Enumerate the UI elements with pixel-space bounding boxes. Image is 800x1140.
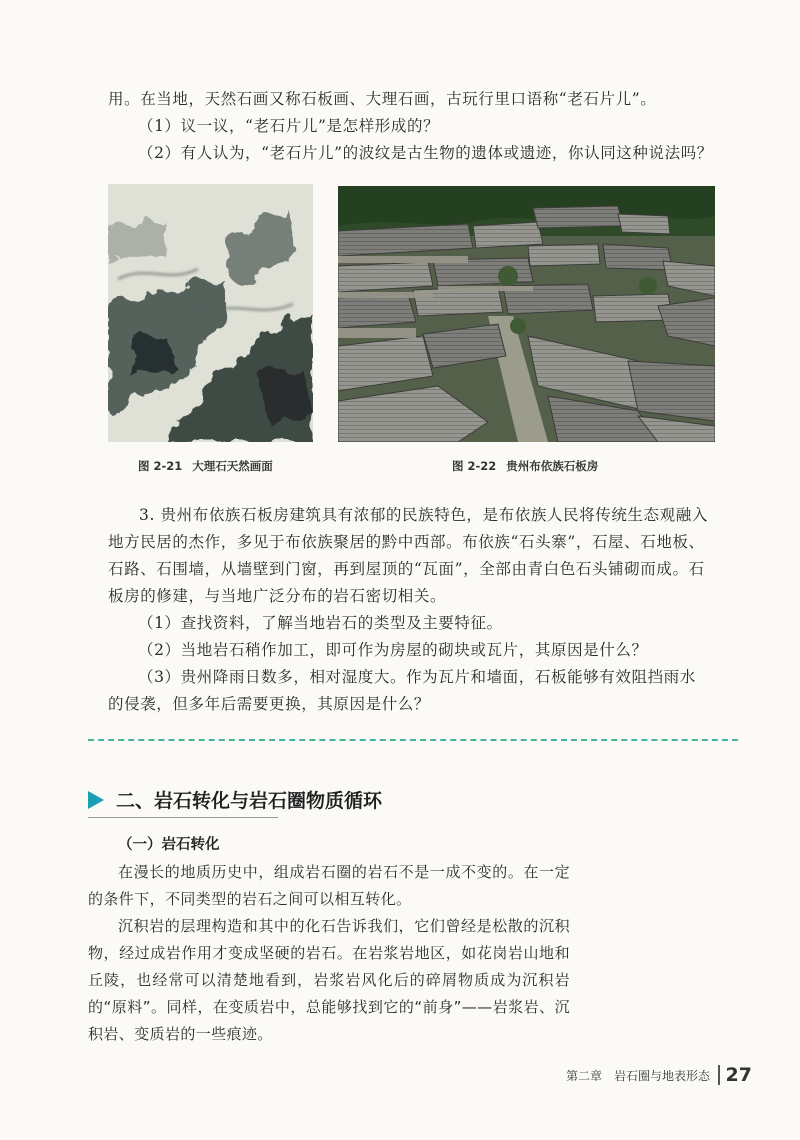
body-paragraph-2: 沉积岩的层理构造和其中的化石告诉我们，它们曾经是松散的沉积物，经过成岩作用才变成坚硬的岩石。在岩浆岩地区，如花岗岩山地和丘陵，也经常可以清楚地看到，岩浆岩风化后的碎屑物质成为沉积岩的“原料”。同样，在变质岩中，总能够找到它的“前身”——岩浆岩、沉积岩、变质岩的一些痕迹。 xyxy=(88,917,570,1043)
subsection-title: （一）岩石转化 xyxy=(118,837,220,853)
marble-painting-image xyxy=(108,184,313,442)
figure-title: 大理石天然画面 xyxy=(192,459,273,473)
section-divider xyxy=(88,739,738,741)
question-2-1: （1）查找资料，了解当地岩石的类型及主要特征。 xyxy=(138,614,503,632)
question-2-2: （2）当地岩石稍作加工，即可作为房屋的砌块或瓦片，其原因是什么？ xyxy=(138,641,648,659)
section-title: 二、岩石转化与岩石圈物质循环 xyxy=(116,790,383,812)
chapter-label: 第二章 岩石圈与地表形态 xyxy=(566,1068,711,1083)
question-1-2: （2）有人认为，“老石片儿”的波纹是古生物的遗体或遗迹，你认同这种说法吗？ xyxy=(138,144,713,162)
figure-number: 图 2-21 xyxy=(138,459,183,473)
section-heading xyxy=(88,786,382,813)
footer-divider xyxy=(718,1065,720,1085)
top-paragraph: 用。在当地，天然石画又称石板画、大理石画，古玩行里口语称“老石片儿”。 xyxy=(108,90,657,108)
page-footer xyxy=(566,1064,752,1086)
page-number: 27 xyxy=(725,1064,752,1086)
figure-caption-2-21 xyxy=(138,458,273,474)
question-2-3: （3）贵州降雨日数多，相对湿度大。作为瓦片和墙面，石板能够有效阻挡雨水的侵袭，但多年后需要更换，其原因是什么？ xyxy=(108,668,696,713)
section-underline xyxy=(88,817,278,818)
figure-title: 贵州布依族石板房 xyxy=(506,459,599,473)
body-paragraph-1: 在漫长的地质历史中，组成岩石圈的岩石不是一成不变的。在一定的条件下，不同类型的岩石之间可以相互转化。 xyxy=(88,863,570,908)
triangle-bullet-icon xyxy=(88,791,104,809)
item-3-paragraph: 3. 贵州布依族石板房建筑具有浓郁的民族特色，是布依族人民将传统生态观融入地方民居的杰作，多见于布依族聚居的黔中西部。布依族“石头寨”，石屋、石地板、石路、石围墙，从墙壁到门窗，再到屋顶的“瓦面”，全部由青白色石头铺砌而成。石板房的修建，与当地广泛分布的岩石密切相关。 xyxy=(108,506,708,605)
figure-caption-2-22 xyxy=(452,458,598,474)
figure-number: 图 2-22 xyxy=(452,459,497,473)
stone-houses-image xyxy=(338,186,715,442)
question-1-1: （1）议一议，“老石片儿”是怎样形成的？ xyxy=(138,117,440,135)
